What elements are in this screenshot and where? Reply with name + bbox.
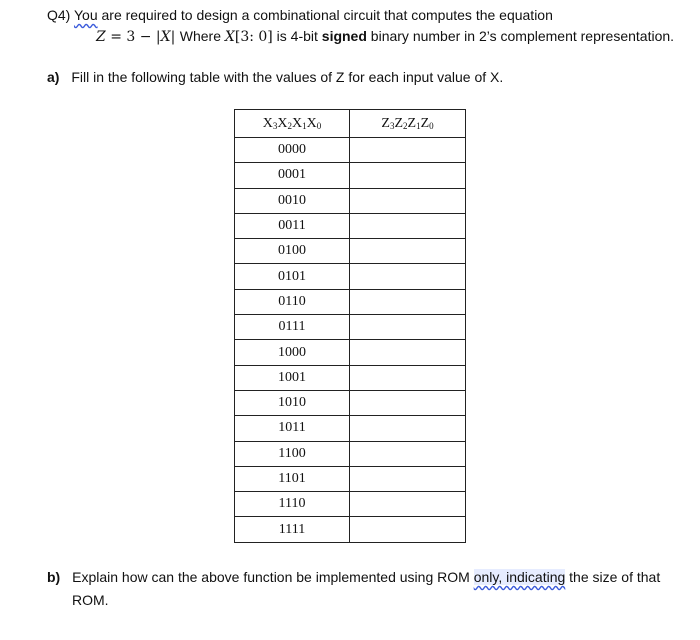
output-cell[interactable]	[350, 239, 466, 264]
x-range: [3: 0]	[234, 29, 273, 45]
part-b-text: Explain how can the above function be implemented using ROM	[72, 569, 470, 585]
output-cell[interactable]	[350, 492, 466, 517]
description-bold: signed	[321, 28, 367, 44]
part-b	[47, 568, 660, 586]
table-row	[235, 416, 466, 441]
part-b-text-post: the size of that	[569, 569, 661, 585]
header-z-bits: $Z_3Z_2Z_1Z_0$	[350, 110, 466, 138]
equation-x: X	[160, 29, 171, 45]
equation-end: |	[170, 29, 176, 45]
output-cell[interactable]	[350, 163, 466, 188]
part-b-label: b)	[47, 569, 61, 585]
table-row	[235, 239, 466, 264]
description-post: binary number in 2’s complement representation.	[370, 28, 675, 44]
part-a-text: Fill in the following table with the values of Z for each input value of X.	[71, 69, 504, 85]
input-cell: 1101	[235, 466, 350, 491]
output-cell[interactable]	[350, 365, 466, 390]
input-cell: 1110	[235, 492, 350, 517]
input-cell: 0111	[235, 315, 350, 340]
output-cell[interactable]	[350, 289, 466, 314]
input-cell: 1011	[235, 416, 350, 441]
input-cell: 0011	[235, 213, 350, 238]
input-cell: 1001	[235, 365, 350, 390]
table-row	[235, 264, 466, 289]
table-row	[235, 213, 466, 238]
truth-table	[234, 109, 466, 543]
input-cell: 0100	[235, 239, 350, 264]
output-cell[interactable]	[350, 390, 466, 415]
input-cell: 0010	[235, 188, 350, 213]
table-row	[235, 517, 466, 542]
x-variable: X	[224, 29, 235, 45]
output-cell[interactable]	[350, 441, 466, 466]
table-row	[235, 365, 466, 390]
header-x-bits: $X_3X_2X_1X_0$	[235, 110, 350, 138]
output-cell[interactable]	[350, 340, 466, 365]
input-cell: 1000	[235, 340, 350, 365]
output-cell[interactable]	[350, 416, 466, 441]
equation	[96, 29, 180, 45]
output-cell[interactable]	[350, 264, 466, 289]
question-line-1	[47, 6, 553, 24]
table-row	[235, 315, 466, 340]
question-intro: are required to design a combinational circuit that computes the equation	[101, 7, 553, 23]
part-a-label: a)	[47, 69, 60, 85]
equation-z: Z	[96, 29, 106, 45]
input-cell: 1010	[235, 390, 350, 415]
output-cell[interactable]	[350, 517, 466, 542]
where-text: Where	[179, 28, 221, 44]
input-cell: 0000	[235, 138, 350, 163]
input-cell: 0110	[235, 289, 350, 314]
output-cell[interactable]	[350, 466, 466, 491]
question-first-word: You	[73, 7, 98, 23]
part-a	[47, 68, 503, 86]
table-row	[235, 163, 466, 188]
part-b-line-2: ROM.	[72, 592, 109, 608]
output-cell[interactable]	[350, 138, 466, 163]
input-cell: 0101	[235, 264, 350, 289]
table-row	[235, 466, 466, 491]
question-line-2	[96, 27, 674, 46]
table-row	[235, 138, 466, 163]
equation-middle: = 3 − |	[110, 29, 161, 45]
part-b-highlight: only, indicating	[473, 569, 566, 585]
table-row	[235, 390, 466, 415]
input-cell: 1100	[235, 441, 350, 466]
table-row	[235, 441, 466, 466]
output-cell[interactable]	[350, 213, 466, 238]
input-cell: 1111	[235, 517, 350, 542]
description-pre: is 4-bit	[276, 28, 318, 44]
table-row	[235, 188, 466, 213]
output-cell[interactable]	[350, 315, 466, 340]
table-row	[235, 492, 466, 517]
input-cell: 0001	[235, 163, 350, 188]
output-cell[interactable]	[350, 188, 466, 213]
question-number: Q4)	[47, 7, 71, 23]
table-header-row	[235, 110, 466, 138]
table-row	[235, 340, 466, 365]
table-row	[235, 289, 466, 314]
